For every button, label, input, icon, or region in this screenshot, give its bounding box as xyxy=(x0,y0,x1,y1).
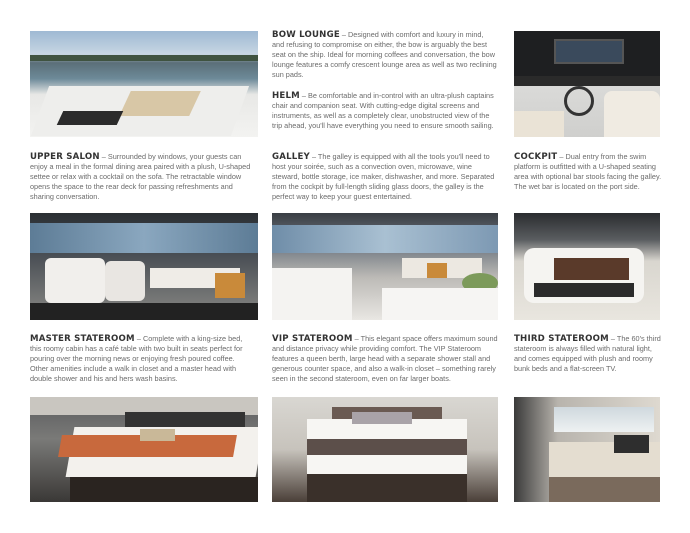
vip-stateroom-heading: VIP STATEROOM xyxy=(272,334,353,344)
cockpit-heading: COCKPIT xyxy=(514,152,558,162)
cockpit-photo xyxy=(514,213,660,320)
third-stateroom-text xyxy=(514,334,662,374)
master-stateroom-photo xyxy=(30,397,258,502)
upper-salon-text xyxy=(30,152,258,202)
cockpit-body: – Dual entry from the swim platform is outfitted with a U-shaped seating area with optional bar stools facing the galley. The wet bar is located on the port side. xyxy=(514,152,662,192)
vip-stateroom-photo xyxy=(272,397,498,502)
master-stateroom-text xyxy=(30,334,252,384)
galley-photo xyxy=(272,213,498,320)
upper-salon-photo xyxy=(30,213,258,320)
helm-heading: HELM xyxy=(272,91,300,101)
cockpit-text xyxy=(514,152,664,192)
third-stateroom-photo xyxy=(514,397,660,502)
upper-salon-body: – Surrounded by windows, your guests can enjoy a meal in the formal dining area paired with a plush, U-shaped settee or relax with a cocktail on the sofa. The retractable window opens the space to the rear deck for passing refreshments and sharing conversation. xyxy=(30,152,251,202)
bow-lounge-body: – Designed with comfort and luxury in mind, and refusing to compromise on either, the bow is arguably the best seat on the ship. Ideal for morning coffees and conversation, the bow lounge features a comfy crescent lounge area as well as two reclining sun pads. xyxy=(272,30,497,80)
galley-body: – The galley is equipped with all the tools you'll need to host your soirée, such as a convection oven, microwave, wine steward, bottle storage, ice maker, dishwasher, and more. Separated from the cockpit by full-length sliding glass doors, the galley is the perfect way to keep your guest entertained. xyxy=(272,152,495,202)
galley-text xyxy=(272,152,500,202)
bow-lounge-heading: BOW LOUNGE xyxy=(272,30,340,40)
galley-heading: GALLEY xyxy=(272,152,310,162)
bow-lounge-text xyxy=(272,30,497,80)
helm-text xyxy=(272,91,500,131)
third-stateroom-body: – The 60's third stateroom is always filled with natural light, and comes equipped with plush and roomy bunk beds and a flat-screen TV. xyxy=(514,334,661,374)
third-stateroom-heading: THIRD STATEROOM xyxy=(514,334,609,344)
bow-lounge-photo xyxy=(30,31,258,137)
upper-salon-heading: UPPER SALON xyxy=(30,152,100,162)
helm-body: – Be comfortable and in-control with an ultra-plush captains chair and companion seat. With cutting-edge digital screens and instruments, as well as a completely clear, unobstructed view of the trip ahead, you'll have everything you need to ensure smooth sailing. xyxy=(272,91,494,131)
master-stateroom-heading: MASTER STATEROOM xyxy=(30,334,135,344)
vip-stateroom-body: – This elegant space offers maximum sound and distance privacy while providing comfort. The VIP Stateroom features a queen berth, large head with a separate shower stall and generous counter space, and also a walk-in closet – something rarely seen in the second stateroom, even on far larger boats. xyxy=(272,334,498,384)
master-stateroom-body: – Complete with a king-size bed, this roomy cabin has a café table with two built in seats perfect for pouring over the morning news or enjoying fresh poured coffee. Other amenities include a walk in closet and a master head with double shower and his and hers wash basins. xyxy=(30,334,243,384)
vip-stateroom-text xyxy=(272,334,500,384)
helm-photo xyxy=(514,31,660,137)
